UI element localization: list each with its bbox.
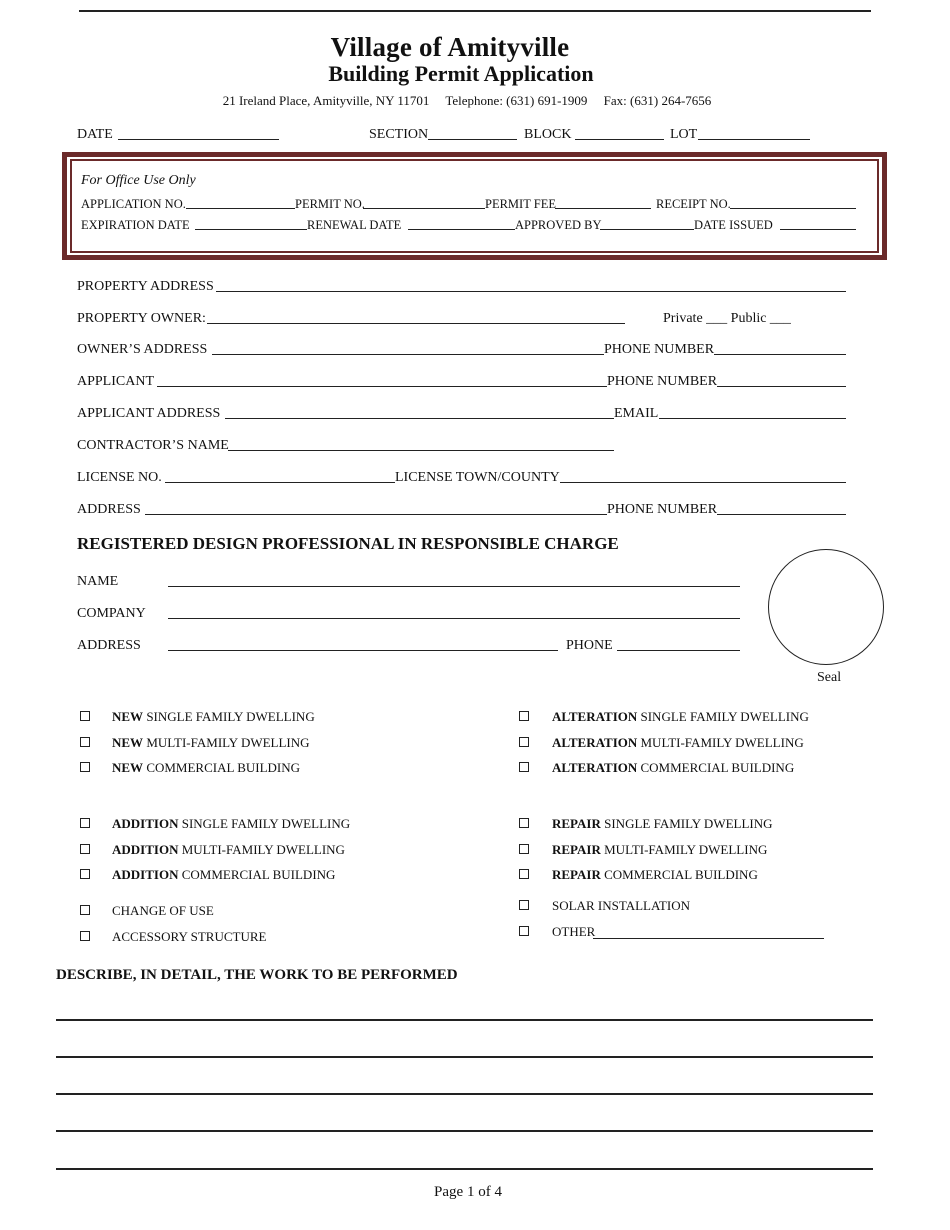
owner-phone-label: PHONE NUMBER — [604, 342, 715, 357]
work-type-label — [552, 867, 758, 883]
work-type-label — [552, 709, 809, 725]
section-label: SECTION — [369, 127, 429, 142]
work-type-label — [112, 816, 350, 832]
work-type-description: SOLAR INSTALLATION — [552, 898, 690, 913]
approved-by-label: APPROVED BY — [515, 218, 602, 232]
contractor-phone-field[interactable] — [717, 514, 846, 515]
lot-field[interactable] — [698, 139, 810, 140]
applicant-label: APPLICANT — [77, 374, 155, 389]
describe-line-3[interactable] — [56, 1093, 873, 1095]
applicant-phone-field[interactable] — [717, 386, 846, 387]
work-type-description: CHANGE OF USE — [112, 903, 214, 918]
work-type-description: MULTI-FAMILY DWELLING — [143, 735, 310, 750]
contractor-phone-label: PHONE NUMBER — [607, 502, 718, 517]
work-type-description: SINGLE FAMILY DWELLING — [178, 816, 351, 831]
block-field[interactable] — [575, 139, 664, 140]
checkbox[interactable] — [519, 869, 529, 879]
application-no-field[interactable] — [186, 208, 295, 209]
work-type-label — [552, 842, 767, 858]
work-type-category: ADDITION — [112, 816, 179, 831]
applicant-phone-label: PHONE NUMBER — [607, 374, 718, 389]
block-label: BLOCK — [524, 127, 572, 142]
expiration-date-field[interactable] — [195, 229, 307, 230]
page-title: Village of Amityville — [330, 32, 570, 62]
dp-phone-label: PHONE — [566, 638, 613, 653]
seal-circle — [768, 549, 884, 665]
checkbox[interactable] — [519, 737, 529, 747]
work-type-label — [112, 709, 315, 725]
applicant-address-label: APPLICANT ADDRESS — [77, 406, 221, 421]
work-type-category: NEW — [112, 760, 144, 775]
design-professional-heading: REGISTERED DESIGN PROFESSIONAL IN RESPONSIBLE CHARGE — [77, 534, 619, 553]
owner-phone-field[interactable] — [714, 354, 846, 355]
owners-address-field[interactable] — [212, 354, 604, 355]
dp-company-label: COMPANY — [77, 606, 146, 621]
checkbox[interactable] — [519, 818, 529, 828]
email-field[interactable] — [659, 418, 846, 419]
approved-by-field[interactable] — [600, 229, 694, 230]
work-type-label — [552, 760, 794, 776]
work-type-label — [112, 842, 345, 858]
property-address-field[interactable] — [216, 291, 846, 292]
permit-fee-field[interactable] — [555, 208, 651, 209]
work-type-category: ALTERATION — [552, 735, 638, 750]
contractors-name-label: CONTRACTOR’S NAME — [77, 438, 229, 453]
work-type-label — [552, 816, 773, 832]
date-label: DATE — [77, 127, 113, 142]
work-type-description: MULTI-FAMILY DWELLING — [637, 735, 804, 750]
checkbox[interactable] — [80, 905, 90, 915]
work-type-label — [112, 867, 335, 883]
applicant-field[interactable] — [157, 386, 607, 387]
dp-company-field[interactable] — [168, 618, 740, 619]
work-type-description: COMMERCIAL BUILDING — [178, 867, 336, 882]
work-type-label — [552, 924, 595, 940]
renewal-date-label: RENEWAL DATE — [307, 218, 402, 232]
work-type-category: NEW — [112, 709, 144, 724]
checkbox[interactable] — [519, 900, 529, 910]
work-type-category: REPAIR — [552, 867, 601, 882]
describe-heading: DESCRIBE, IN DETAIL, THE WORK TO BE PERFORMED — [56, 967, 458, 983]
application-no-label: APPLICATION NO. — [81, 197, 186, 211]
work-type-category: REPAIR — [552, 816, 601, 831]
dp-name-label: NAME — [77, 574, 119, 589]
checkbox[interactable] — [519, 926, 529, 936]
work-type-label — [112, 929, 266, 945]
email-label: EMAIL — [614, 406, 659, 421]
work-type-description: OTHER — [552, 924, 596, 939]
work-type-label — [112, 760, 300, 776]
seal-label: Seal — [817, 670, 842, 685]
work-type-category: ALTERATION — [552, 709, 638, 724]
license-no-field[interactable] — [165, 482, 395, 483]
work-type-category: NEW — [112, 735, 144, 750]
work-type-description: MULTI-FAMILY DWELLING — [178, 842, 345, 857]
work-type-description: SINGLE FAMILY DWELLING — [143, 709, 315, 724]
checkbox[interactable] — [80, 711, 90, 721]
page-number: Page 1 of 4 — [434, 1184, 502, 1200]
work-type-label — [552, 898, 690, 914]
work-type-category: ALTERATION — [552, 760, 638, 775]
checkbox[interactable] — [80, 762, 90, 772]
work-type-category: ADDITION — [112, 867, 179, 882]
date-field[interactable] — [118, 139, 279, 140]
work-type-description: SINGLE FAMILY DWELLING — [600, 816, 773, 831]
private-public-choice[interactable]: Private ___ Public ___ — [663, 311, 791, 326]
checkbox[interactable] — [80, 818, 90, 828]
header-address: 21 Ireland Place, Amityville, NY 11701 — [222, 93, 430, 108]
describe-line-4[interactable] — [56, 1130, 873, 1132]
checkbox[interactable] — [80, 737, 90, 747]
describe-line-1[interactable] — [56, 1019, 873, 1021]
header-fax: Fax: (631) 264-7656 — [603, 93, 712, 108]
page-subtitle: Building Permit Application — [328, 61, 594, 86]
date-issued-field[interactable] — [780, 229, 856, 230]
work-type-label — [112, 903, 214, 919]
describe-line-2[interactable] — [56, 1056, 873, 1058]
top-rule — [79, 10, 871, 12]
property-address-label: PROPERTY ADDRESS — [77, 279, 214, 294]
dp-name-field[interactable] — [168, 586, 740, 587]
date-issued-label: DATE ISSUED — [694, 218, 773, 232]
contractor-address-label: ADDRESS — [77, 502, 141, 517]
contractors-name-field[interactable] — [228, 450, 614, 451]
license-town-label: LICENSE TOWN/COUNTY — [395, 470, 560, 485]
property-owner-label: PROPERTY OWNER: — [77, 311, 206, 326]
work-type-description: ACCESSORY STRUCTURE — [112, 929, 267, 944]
license-no-label: LICENSE NO. — [77, 470, 162, 485]
applicant-address-field[interactable] — [225, 418, 614, 419]
contractor-address-field[interactable] — [145, 514, 607, 515]
checkbox[interactable] — [519, 844, 529, 854]
work-type-description: COMMERCIAL BUILDING — [143, 760, 301, 775]
expiration-date-label: EXPIRATION DATE — [81, 218, 190, 232]
dp-phone-field[interactable] — [617, 650, 740, 651]
other-field[interactable] — [593, 938, 824, 939]
work-type-description: COMMERCIAL BUILDING — [637, 760, 795, 775]
checkbox[interactable] — [519, 762, 529, 772]
permit-no-label: PERMIT NO. — [295, 197, 365, 211]
lot-label: LOT — [670, 127, 698, 142]
section-field[interactable] — [428, 139, 517, 140]
dp-address-label: ADDRESS — [77, 638, 141, 653]
header-telephone: Telephone: (631) 691-1909 — [445, 93, 588, 108]
permit-fee-label: PERMIT FEE — [485, 197, 556, 211]
header-contact — [0, 93, 934, 109]
office-use-title: For Office Use Only — [81, 173, 196, 188]
receipt-no-label: RECEIPT NO. — [656, 197, 731, 211]
checkbox[interactable] — [80, 869, 90, 879]
property-owner-field[interactable] — [207, 323, 625, 324]
work-type-description: MULTI-FAMILY DWELLING — [600, 842, 768, 857]
permit-no-field[interactable] — [363, 208, 485, 209]
receipt-no-field[interactable] — [730, 208, 856, 209]
work-type-label — [112, 735, 310, 751]
work-type-description: SINGLE FAMILY DWELLING — [637, 709, 809, 724]
describe-line-5[interactable] — [56, 1168, 873, 1170]
owners-address-label: OWNER’S ADDRESS — [77, 342, 208, 357]
work-type-description: COMMERCIAL BUILDING — [600, 867, 758, 882]
work-type-category: REPAIR — [552, 842, 601, 857]
checkbox[interactable] — [80, 844, 90, 854]
checkbox[interactable] — [80, 931, 90, 941]
license-town-field[interactable] — [560, 482, 846, 483]
dp-address-field[interactable] — [168, 650, 558, 651]
work-type-label — [552, 735, 804, 751]
renewal-date-field[interactable] — [408, 229, 515, 230]
work-type-category: ADDITION — [112, 842, 179, 857]
checkbox[interactable] — [519, 711, 529, 721]
